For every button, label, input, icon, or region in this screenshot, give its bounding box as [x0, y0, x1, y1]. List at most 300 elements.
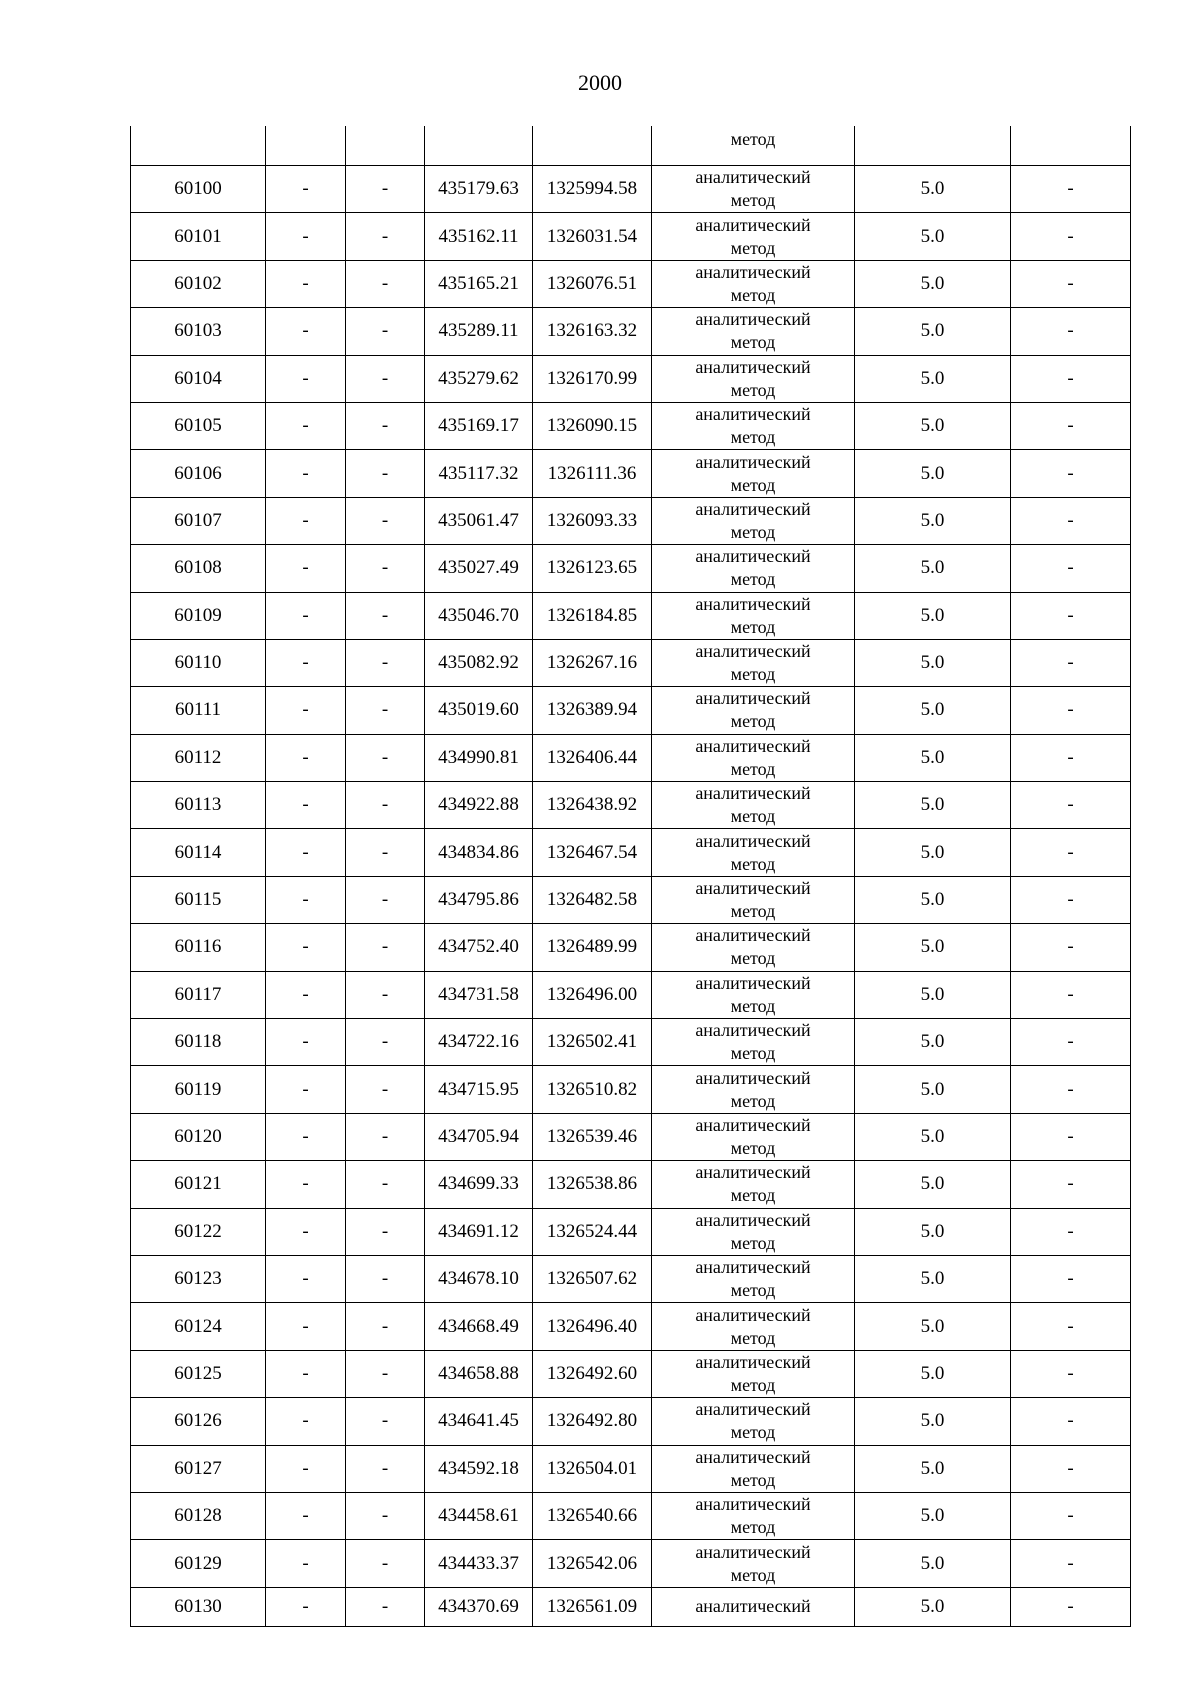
cell-x: 434668.49	[425, 1303, 533, 1350]
method-line1: аналитический	[695, 593, 811, 614]
table-row	[131, 1019, 1131, 1066]
cell-note: -	[1011, 213, 1131, 260]
cell-method	[652, 592, 855, 639]
cell-x: 434592.18	[425, 1445, 533, 1492]
table-row	[131, 260, 1131, 307]
cell-col2: -	[266, 639, 346, 686]
table-row	[131, 734, 1131, 781]
method-line1: аналитический	[695, 1541, 811, 1562]
cell-method	[652, 213, 855, 260]
table-row	[131, 829, 1131, 876]
cell-x	[425, 126, 533, 166]
method-line2: метод	[730, 190, 776, 211]
method-line2: метод	[730, 1327, 776, 1348]
cell-id: 60105	[131, 402, 266, 449]
cell-note: -	[1011, 1445, 1131, 1492]
cell-x: 435169.17	[425, 402, 533, 449]
cell-method	[652, 1445, 855, 1492]
cell-accuracy: 5.0	[855, 1540, 1011, 1587]
cell-col2: -	[266, 1255, 346, 1302]
method-line2: метод	[730, 284, 776, 305]
cell-col3: -	[346, 1019, 425, 1066]
cell-note: -	[1011, 1350, 1131, 1397]
cell-y: 1326111.36	[533, 450, 652, 497]
cell-x: 434834.86	[425, 829, 533, 876]
cell-col2: -	[266, 1587, 346, 1626]
cell-col3: -	[346, 734, 425, 781]
cell-note: -	[1011, 308, 1131, 355]
cell-note: -	[1011, 166, 1131, 213]
cell-y	[533, 126, 652, 166]
table-row	[131, 1492, 1131, 1539]
method-line2: метод	[730, 616, 776, 637]
method-line2: метод	[730, 806, 776, 827]
cell-note: -	[1011, 260, 1131, 307]
cell-col2: -	[266, 1398, 346, 1445]
cell-col2: -	[266, 829, 346, 876]
cell-y: 1326267.16	[533, 639, 652, 686]
cell-col2: -	[266, 687, 346, 734]
cell-accuracy: 5.0	[855, 592, 1011, 639]
method-line1: аналитический	[695, 404, 811, 425]
cell-col2: -	[266, 497, 346, 544]
cell-method	[652, 497, 855, 544]
table-row	[131, 971, 1131, 1018]
table-row	[131, 782, 1131, 829]
cell-method	[652, 1492, 855, 1539]
cell-y: 1326489.99	[533, 924, 652, 971]
table-row	[131, 1540, 1131, 1587]
cell-accuracy: 5.0	[855, 260, 1011, 307]
cell-col2: -	[266, 1208, 346, 1255]
cell-col3: -	[346, 1161, 425, 1208]
cell-accuracy: 5.0	[855, 1398, 1011, 1445]
cell-y: 1326492.80	[533, 1398, 652, 1445]
cell-note: -	[1011, 1398, 1131, 1445]
cell-method	[652, 260, 855, 307]
cell-col3: -	[346, 971, 425, 1018]
cell-accuracy: 5.0	[855, 1445, 1011, 1492]
cell-note: -	[1011, 450, 1131, 497]
cell-accuracy: 5.0	[855, 545, 1011, 592]
cell-method	[652, 1303, 855, 1350]
cell-col3	[346, 126, 425, 166]
cell-col2: -	[266, 213, 346, 260]
cell-note	[1011, 126, 1131, 166]
cell-col3: -	[346, 213, 425, 260]
cell-accuracy: 5.0	[855, 213, 1011, 260]
cell-accuracy: 5.0	[855, 497, 1011, 544]
cell-accuracy: 5.0	[855, 1066, 1011, 1113]
cell-method	[652, 734, 855, 781]
cell-col3: -	[346, 639, 425, 686]
method-line1: аналитический	[695, 1446, 811, 1467]
cell-note: -	[1011, 592, 1131, 639]
method-line2: метод	[730, 995, 776, 1016]
cell-y: 1326406.44	[533, 734, 652, 781]
cell-col3: -	[346, 1303, 425, 1350]
cell-y: 1325994.58	[533, 166, 652, 213]
cell-x: 435165.21	[425, 260, 533, 307]
cell-col2: -	[266, 1161, 346, 1208]
method-line1: аналитический	[695, 214, 811, 235]
method-line1: аналитический	[695, 167, 811, 188]
method-line2: метод	[730, 758, 776, 779]
method-line1: аналитический	[695, 1351, 811, 1372]
method-line2: метод	[730, 237, 776, 258]
method-line1: аналитический	[695, 1020, 811, 1041]
cell-method	[652, 829, 855, 876]
cell-method	[652, 308, 855, 355]
cell-accuracy: 5.0	[855, 734, 1011, 781]
table-row	[131, 308, 1131, 355]
cell-y: 1326076.51	[533, 260, 652, 307]
cell-accuracy: 5.0	[855, 1019, 1011, 1066]
table-row	[131, 402, 1131, 449]
cell-y: 1326524.44	[533, 1208, 652, 1255]
cell-method: метод	[652, 126, 855, 166]
cell-method	[652, 876, 855, 923]
cell-note: -	[1011, 1540, 1131, 1587]
cell-id: 60115	[131, 876, 266, 923]
cell-col2: -	[266, 1019, 346, 1066]
method-line2: метод	[730, 664, 776, 685]
cell-x: 434691.12	[425, 1208, 533, 1255]
cell-col2: -	[266, 592, 346, 639]
table-row	[131, 1208, 1131, 1255]
cell-y: 1326031.54	[533, 213, 652, 260]
cell-col2: -	[266, 355, 346, 402]
cell-col2: -	[266, 876, 346, 923]
cell-id: 60106	[131, 450, 266, 497]
cell-x: 434705.94	[425, 1113, 533, 1160]
method-line1: аналитический	[695, 735, 811, 756]
cell-method	[652, 687, 855, 734]
cell-col3: -	[346, 782, 425, 829]
cell-x: 435027.49	[425, 545, 533, 592]
cell-y: 1326438.92	[533, 782, 652, 829]
cell-y: 1326504.01	[533, 1445, 652, 1492]
cell-id: 60125	[131, 1350, 266, 1397]
table-row	[131, 497, 1131, 544]
table-row	[131, 924, 1131, 971]
cell-id: 60119	[131, 1066, 266, 1113]
cell-note: -	[1011, 1019, 1131, 1066]
cell-note: -	[1011, 924, 1131, 971]
table-row	[131, 1398, 1131, 1445]
method-line2: метод	[730, 521, 776, 542]
cell-note: -	[1011, 829, 1131, 876]
continued-row	[131, 126, 1131, 166]
cell-note: -	[1011, 782, 1131, 829]
method-line1: аналитический	[695, 1162, 811, 1183]
cell-note: -	[1011, 355, 1131, 402]
cell-note: -	[1011, 1587, 1131, 1626]
cell-id: 60111	[131, 687, 266, 734]
cell-y: 1326482.58	[533, 876, 652, 923]
cell-id	[131, 126, 266, 166]
cell-col3: -	[346, 1350, 425, 1397]
cell-note: -	[1011, 545, 1131, 592]
table-row	[131, 213, 1131, 260]
cell-note: -	[1011, 1255, 1131, 1302]
cell-accuracy: 5.0	[855, 829, 1011, 876]
cell-id: 60110	[131, 639, 266, 686]
cell-col3: -	[346, 829, 425, 876]
method-line1: аналитический	[695, 451, 811, 472]
cell-y: 1326502.41	[533, 1019, 652, 1066]
method-line1: аналитический	[695, 309, 811, 330]
cell-method	[652, 402, 855, 449]
method-line1: аналитический	[695, 1304, 811, 1325]
method-line1: аналитический	[695, 783, 811, 804]
cell-col3: -	[346, 260, 425, 307]
cell-accuracy: 5.0	[855, 1303, 1011, 1350]
cell-x: 435279.62	[425, 355, 533, 402]
method-line2: метод	[730, 1422, 776, 1443]
cell-col2: -	[266, 1066, 346, 1113]
method-line1: аналитический	[695, 972, 811, 993]
cell-col3: -	[346, 924, 425, 971]
cell-note: -	[1011, 1303, 1131, 1350]
cell-y: 1326467.54	[533, 829, 652, 876]
cell-y: 1326090.15	[533, 402, 652, 449]
cell-y: 1326492.60	[533, 1350, 652, 1397]
cell-method	[652, 639, 855, 686]
cell-accuracy: 5.0	[855, 687, 1011, 734]
cell-x: 434658.88	[425, 1350, 533, 1397]
cell-x: 435289.11	[425, 308, 533, 355]
method-line1: аналитический	[695, 1257, 811, 1278]
cell-method	[652, 1113, 855, 1160]
method-line1: аналитический	[695, 261, 811, 282]
cell-col2	[266, 126, 346, 166]
method-line2: метод	[730, 474, 776, 495]
method-line2: метод	[730, 853, 776, 874]
cell-accuracy: 5.0	[855, 971, 1011, 1018]
cell-note: -	[1011, 971, 1131, 1018]
cell-col3: -	[346, 308, 425, 355]
method-line2: метод	[730, 1374, 776, 1395]
cell-accuracy: 5.0	[855, 1350, 1011, 1397]
table-row	[131, 876, 1131, 923]
cell-x: 435179.63	[425, 166, 533, 213]
cell-col3: -	[346, 1113, 425, 1160]
method-line1: аналитический	[695, 1209, 811, 1230]
cell-accuracy: 5.0	[855, 308, 1011, 355]
cell-accuracy: 5.0	[855, 1587, 1011, 1626]
cell-col3: -	[346, 1492, 425, 1539]
method-line2: метод	[730, 1280, 776, 1301]
cell-method	[652, 1255, 855, 1302]
cell-id: 60118	[131, 1019, 266, 1066]
table-row	[131, 1113, 1131, 1160]
cell-x: 435046.70	[425, 592, 533, 639]
cell-method	[652, 1019, 855, 1066]
table-row-last	[131, 1587, 1131, 1626]
cell-accuracy: 5.0	[855, 1161, 1011, 1208]
cell-id: 60117	[131, 971, 266, 1018]
cell-col2: -	[266, 166, 346, 213]
cell-col3: -	[346, 1208, 425, 1255]
cell-y: 1326510.82	[533, 1066, 652, 1113]
cell-note: -	[1011, 1161, 1131, 1208]
table-row	[131, 545, 1131, 592]
cell-method	[652, 1350, 855, 1397]
cell-x: 434641.45	[425, 1398, 533, 1445]
cell-y: 1326170.99	[533, 355, 652, 402]
method-line1: аналитический	[695, 1067, 811, 1088]
cell-accuracy: 5.0	[855, 876, 1011, 923]
method-line1: аналитический	[695, 878, 811, 899]
method-line2: метод	[730, 1232, 776, 1253]
cell-method	[652, 1398, 855, 1445]
method-line1: аналитический	[695, 356, 811, 377]
coordinates-table	[130, 126, 1131, 1627]
method-line2: метод	[730, 1090, 776, 1111]
cell-note: -	[1011, 402, 1131, 449]
cell-x: 435061.47	[425, 497, 533, 544]
method-line2: метод	[730, 948, 776, 969]
cell-col2: -	[266, 1445, 346, 1492]
cell-id: 60120	[131, 1113, 266, 1160]
cell-x: 434678.10	[425, 1255, 533, 1302]
cell-col2: -	[266, 1492, 346, 1539]
method-line2: метод	[730, 1138, 776, 1158]
cell-id: 60130	[131, 1587, 266, 1626]
cell-id: 60114	[131, 829, 266, 876]
table-row	[131, 166, 1131, 213]
table-row	[131, 1350, 1131, 1397]
cell-y: 1326539.46	[533, 1113, 652, 1160]
cell-accuracy	[855, 126, 1011, 166]
cell-note: -	[1011, 497, 1131, 544]
cell-id: 60124	[131, 1303, 266, 1350]
cell-note: -	[1011, 687, 1131, 734]
cell-col3: -	[346, 876, 425, 923]
method-line2: метод	[730, 1469, 776, 1490]
cell-col3: -	[346, 402, 425, 449]
cell-col3: -	[346, 1587, 425, 1626]
cell-method	[652, 1161, 855, 1208]
cell-col3: -	[346, 592, 425, 639]
cell-col3: -	[346, 166, 425, 213]
cell-x: 435019.60	[425, 687, 533, 734]
cell-col2: -	[266, 260, 346, 307]
cell-x: 434699.33	[425, 1161, 533, 1208]
cell-accuracy: 5.0	[855, 924, 1011, 971]
cell-id: 60103	[131, 308, 266, 355]
method-line2: метод	[730, 1564, 776, 1585]
cell-x: 434458.61	[425, 1492, 533, 1539]
cell-x: 435117.32	[425, 450, 533, 497]
method-line1: аналитический	[695, 641, 811, 662]
cell-x: 434990.81	[425, 734, 533, 781]
cell-col3: -	[346, 1398, 425, 1445]
cell-x: 434795.86	[425, 876, 533, 923]
method-line2: метод	[730, 1043, 776, 1064]
cell-accuracy: 5.0	[855, 639, 1011, 686]
cell-col2: -	[266, 924, 346, 971]
table-row	[131, 687, 1131, 734]
table-row	[131, 1161, 1131, 1208]
cell-col2: -	[266, 734, 346, 781]
cell-x: 434752.40	[425, 924, 533, 971]
cell-x: 435082.92	[425, 639, 533, 686]
cell-method	[652, 924, 855, 971]
cell-method	[652, 1208, 855, 1255]
cell-col3: -	[346, 545, 425, 592]
cell-accuracy: 5.0	[855, 1255, 1011, 1302]
cell-col3: -	[346, 1066, 425, 1113]
cell-id: 60102	[131, 260, 266, 307]
method-line1: аналитический	[695, 830, 811, 851]
cell-accuracy: 5.0	[855, 1113, 1011, 1160]
cell-y: 1326561.09	[533, 1587, 652, 1626]
cell-col3: -	[346, 1255, 425, 1302]
cell-accuracy: 5.0	[855, 355, 1011, 402]
cell-id: 60123	[131, 1255, 266, 1302]
method-line2: метод	[730, 1185, 776, 1206]
cell-y: 1326163.32	[533, 308, 652, 355]
table-row	[131, 355, 1131, 402]
cell-y: 1326184.85	[533, 592, 652, 639]
cell-col3: -	[346, 1540, 425, 1587]
cell-id: 60107	[131, 497, 266, 544]
method-line2: метод	[730, 1517, 776, 1538]
cell-id: 60100	[131, 166, 266, 213]
cell-id: 60109	[131, 592, 266, 639]
cell-col3: -	[346, 687, 425, 734]
cell-method	[652, 782, 855, 829]
cell-id: 60122	[131, 1208, 266, 1255]
cell-id: 60121	[131, 1161, 266, 1208]
cell-col3: -	[346, 450, 425, 497]
cell-id: 60112	[131, 734, 266, 781]
cell-note: -	[1011, 639, 1131, 686]
cell-col3: -	[346, 1445, 425, 1492]
method-line2: метод	[730, 711, 776, 732]
cell-col2: -	[266, 782, 346, 829]
cell-accuracy: 5.0	[855, 450, 1011, 497]
method-line2: метод	[730, 427, 776, 448]
cell-x: 434731.58	[425, 971, 533, 1018]
cell-method: аналитический	[652, 1587, 855, 1626]
cell-method	[652, 1066, 855, 1113]
cell-accuracy: 5.0	[855, 402, 1011, 449]
cell-x: 434715.95	[425, 1066, 533, 1113]
cell-accuracy: 5.0	[855, 1492, 1011, 1539]
cell-col2: -	[266, 971, 346, 1018]
cell-id: 60126	[131, 1398, 266, 1445]
method-line1: аналитический	[695, 1399, 811, 1420]
cell-id: 60128	[131, 1492, 266, 1539]
cell-y: 1326538.86	[533, 1161, 652, 1208]
cell-id: 60108	[131, 545, 266, 592]
cell-note: -	[1011, 1066, 1131, 1113]
cell-col2: -	[266, 1113, 346, 1160]
cell-method	[652, 166, 855, 213]
cell-note: -	[1011, 1113, 1131, 1160]
cell-id: 60113	[131, 782, 266, 829]
cell-id: 60104	[131, 355, 266, 402]
cell-note: -	[1011, 1492, 1131, 1539]
method-line2: метод	[730, 901, 776, 922]
cell-x: 434922.88	[425, 782, 533, 829]
cell-col2: -	[266, 1303, 346, 1350]
cell-col2: -	[266, 545, 346, 592]
cell-col2: -	[266, 308, 346, 355]
